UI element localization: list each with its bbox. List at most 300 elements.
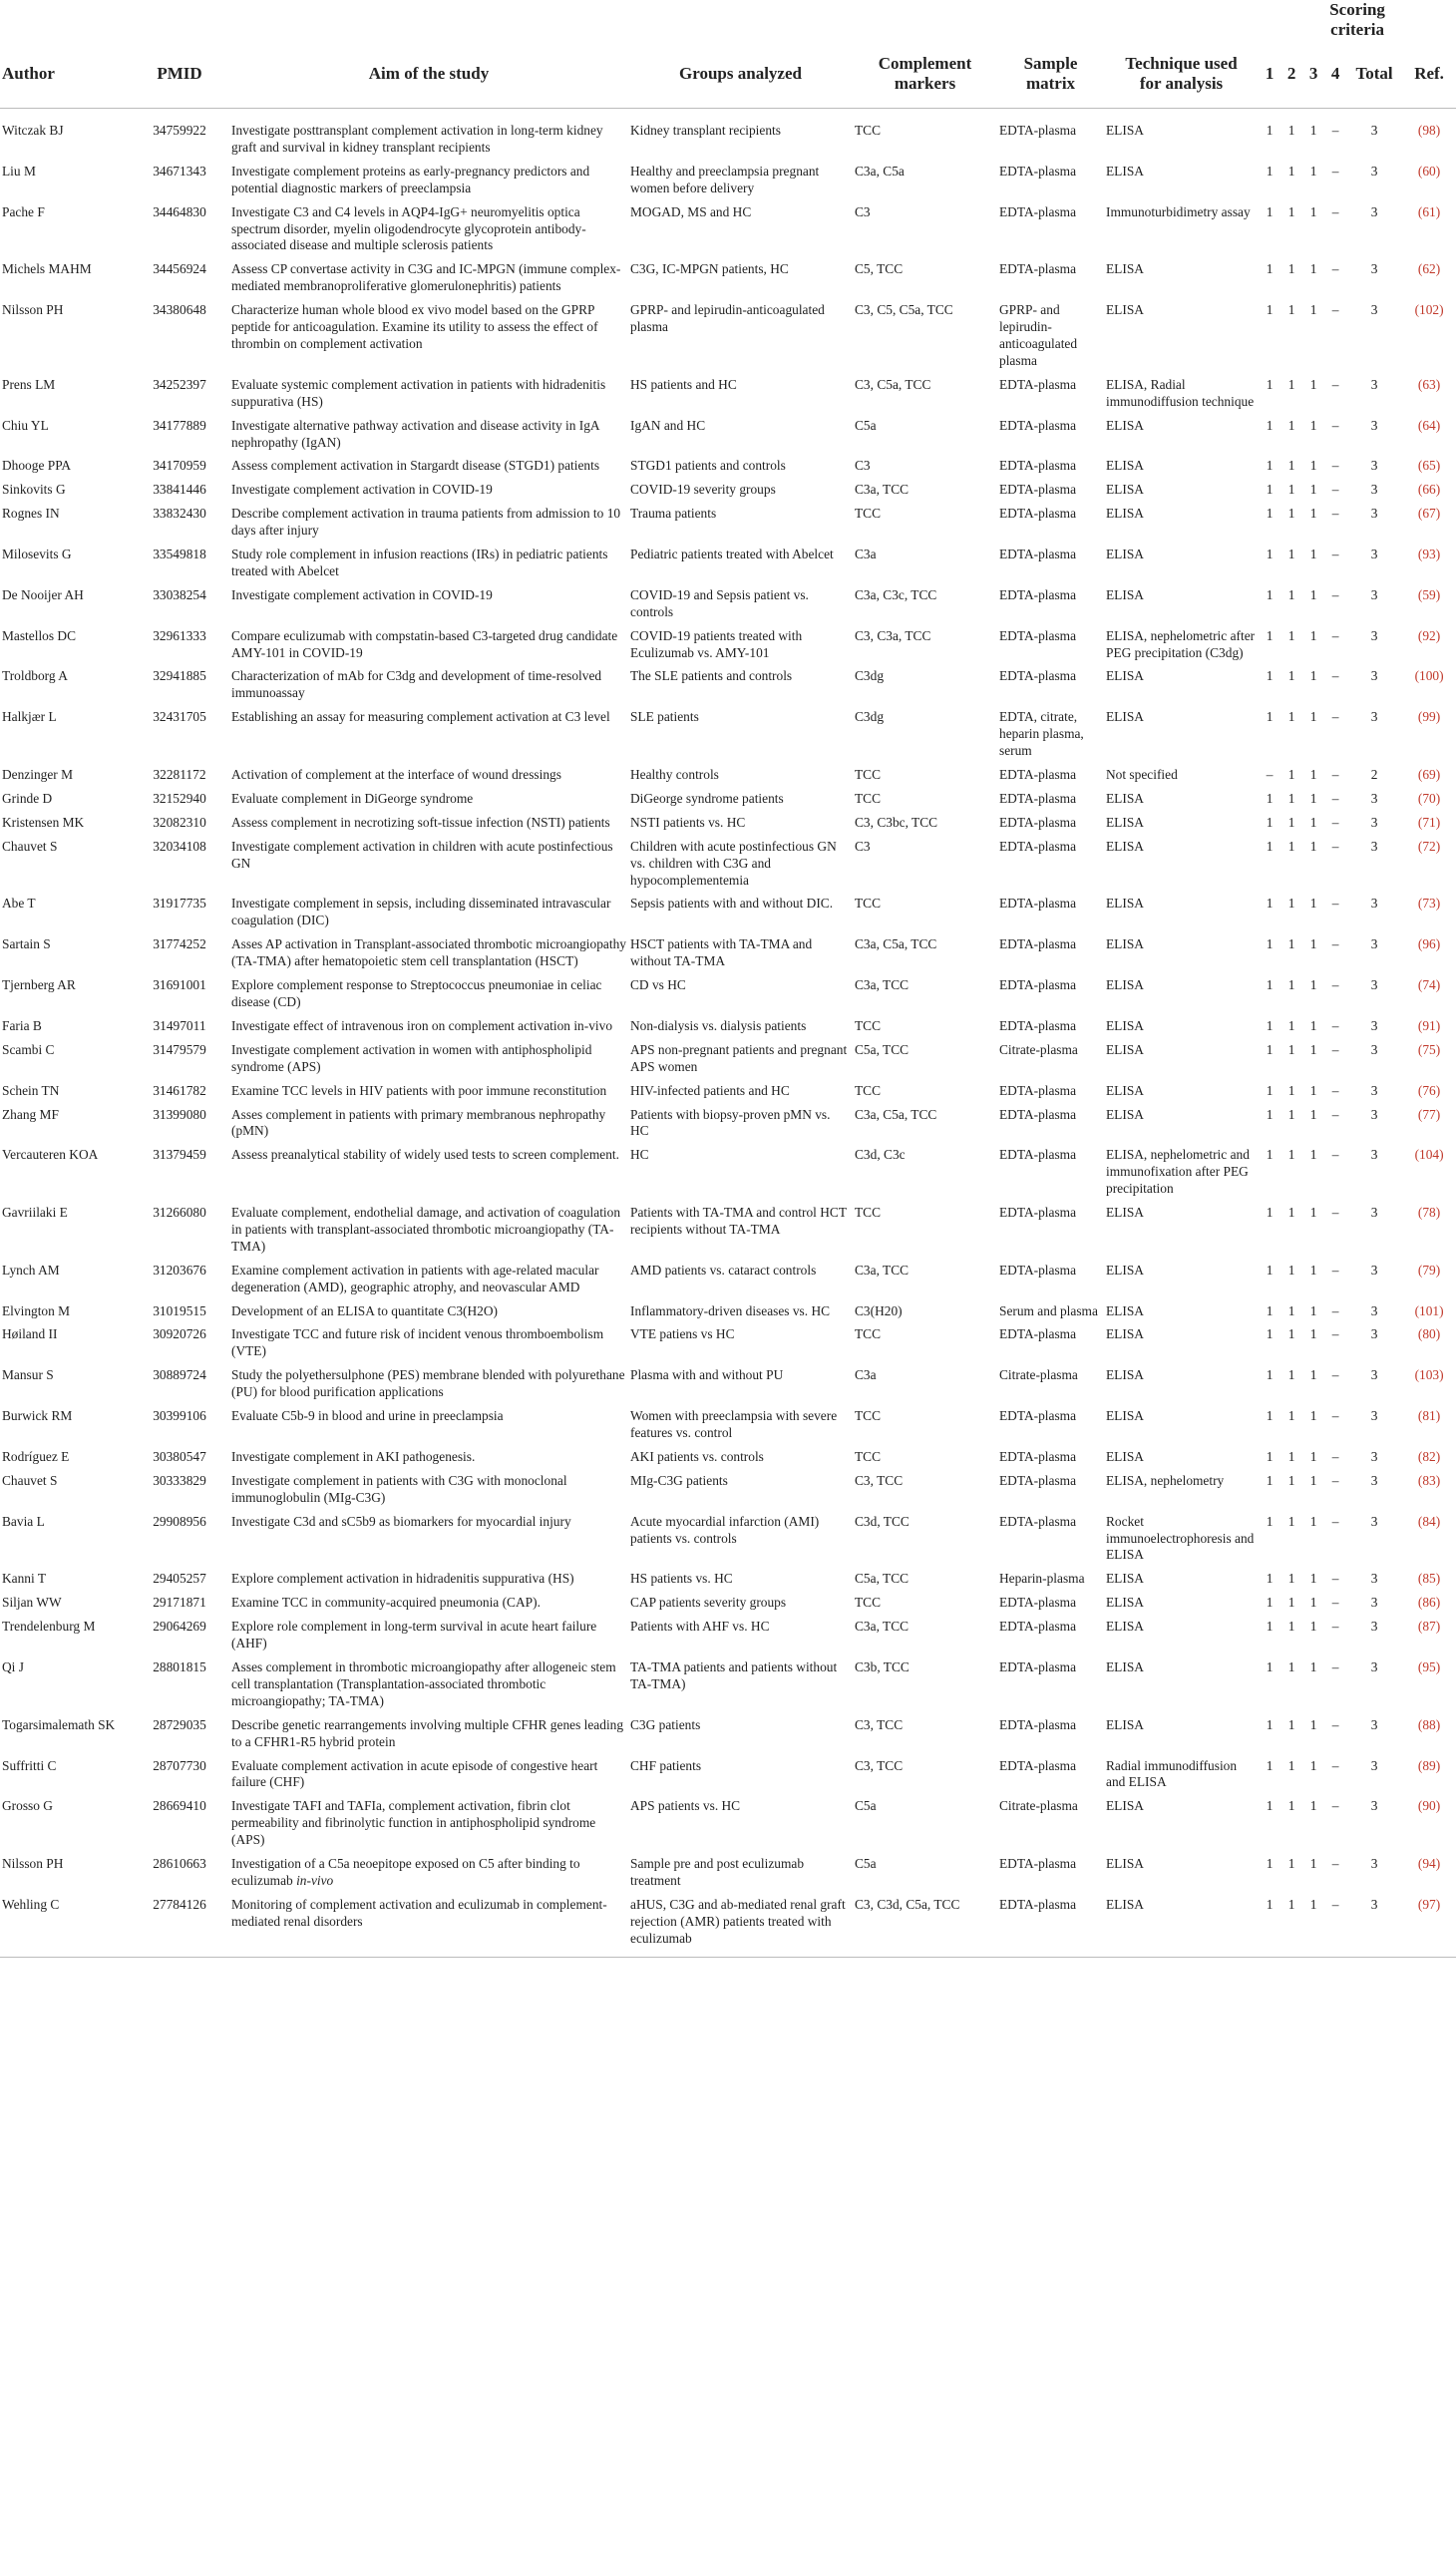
table-cell-total: 3 [1370,1408,1378,1424]
table-cell-aim: Assess complement in necrotizing soft-tissue infection (NSTI) patients [231,814,610,830]
table-cell-score-3: 1 [1309,1326,1317,1342]
table-cell-aim: Investigate complement in AKI pathogenesis. [231,1448,476,1464]
table-cell-markers: C5a, TCC [855,1571,910,1587]
table-cell-pmid: 28801815 [153,1658,206,1674]
table-cell-author: Qi J [2,1658,24,1674]
table-cell-technique: Rocket immunoelectrophoresis and ELISA [1106,1513,1255,1563]
table-row [0,502,1456,543]
table-cell-ref-link[interactable]: (85) [1417,1571,1441,1587]
table-cell-author: Michels MAHM [2,261,92,277]
table-cell-score-3: 1 [1309,302,1317,318]
table-cell-pmid: 34759922 [153,123,206,138]
table-cell-markers: C3a, C3c, TCC [855,586,937,602]
table-cell-total: 3 [1370,627,1378,643]
table-cell-groups: Healthy controls [630,767,719,782]
table-cell-score-3: 1 [1309,814,1317,830]
table-cell-ref-link[interactable]: (94) [1417,1856,1441,1872]
table-cell-markers: TCC [855,1448,882,1464]
table-cell-markers: C3a [855,547,877,562]
table-cell-author: Milosevits G [2,547,72,562]
table-cell-matrix: EDTA-plasma [999,376,1077,392]
table-cell-markers: TCC [855,506,882,522]
table-cell-technique: ELISA [1106,936,1144,952]
table-cell-score-3: 1 [1309,506,1317,522]
table-cell-author: Troldborg A [2,668,68,684]
table-cell-score-1: 1 [1266,1472,1274,1488]
table-cell-matrix: EDTA-plasma [999,838,1077,854]
table-cell-technique: ELISA [1106,1408,1144,1424]
table-cell-ref-link[interactable]: (59) [1417,586,1441,602]
table-cell-score-1: 1 [1266,417,1274,433]
table-cell-score-3: 1 [1309,1472,1317,1488]
header-matrix-line2: matrix [1025,74,1076,93]
table-cell-total: 3 [1370,1716,1378,1732]
table-cell-aim: Investigate complement activation in women with antiphospholipid syndrome (APS) [231,1041,592,1074]
table-header [0,0,1456,109]
table-cell-score-3: 1 [1309,1571,1317,1587]
table-cell-ref-link[interactable]: (86) [1417,1595,1441,1611]
table-cell-ref-link[interactable]: (103) [1414,1367,1444,1383]
table-cell-ref-link[interactable]: (62) [1417,261,1441,277]
table-cell-score-1: 1 [1266,936,1274,952]
table-cell-score-3: 1 [1309,417,1317,433]
header-tech-line2: for analysis [1139,74,1224,93]
table-cell-total: 3 [1370,1856,1378,1872]
header-groups: Groups analyzed [679,64,802,83]
table-cell-technique: Not specified [1106,767,1178,782]
table-cell-technique: ELISA [1106,1017,1144,1033]
table-cell-score-2: 1 [1287,1798,1295,1814]
table-cell-score-1: 1 [1266,1595,1274,1611]
table-cell-technique: ELISA [1106,1041,1144,1057]
table-cell-score-1: 1 [1266,1798,1274,1814]
table-cell-technique: ELISA [1106,1896,1144,1912]
table-cell-ref-link[interactable]: (61) [1417,203,1441,219]
table-cell-total: 3 [1370,1205,1378,1221]
table-cell-aim: Asses AP activation in Transplant-associated thrombotic microangiopathy (TA-TMA) after hematopoietic stem cell transplantation (HSCT) [231,936,626,969]
table-cell-ref-link[interactable]: (104) [1414,1147,1444,1163]
table-cell-score-2: 1 [1287,458,1295,474]
table-cell-technique: ELISA [1106,506,1144,522]
table-cell-groups: CAP patients severity groups [630,1595,787,1611]
table-cell-score-3: 1 [1309,586,1317,602]
table-cell-pmid: 28669410 [153,1798,206,1814]
table-cell-total: 3 [1370,709,1378,725]
table-cell-score-4: – [1331,767,1339,782]
table-cell-pmid: 28729035 [153,1716,206,1732]
table-cell-technique: ELISA [1106,1302,1144,1318]
table-cell-score-2: 1 [1287,482,1295,498]
table-cell-technique: ELISA [1106,814,1144,830]
table-cell-score-1: 1 [1266,977,1274,993]
table-cell-ref-link[interactable]: (84) [1417,1513,1441,1529]
table-cell-groups: C3G patients [630,1716,701,1732]
table-cell-groups: Inflammatory-driven diseases vs. HC [630,1302,831,1318]
table-cell-score-1: 1 [1266,1367,1274,1383]
table-cell-ref-link[interactable]: (92) [1417,627,1441,643]
table-cell-score-4: – [1331,936,1339,952]
table-cell-matrix: EDTA-plasma [999,1408,1077,1424]
table-cell-total: 3 [1370,1367,1378,1383]
table-cell-score-4: – [1331,163,1339,179]
table-cell-score-1: 1 [1266,1205,1274,1221]
table-cell-score-2: 1 [1287,376,1295,392]
table-cell-score-3: 1 [1309,163,1317,179]
table-cell-ref-link[interactable]: (90) [1417,1798,1441,1814]
table-cell-pmid: 31497011 [153,1017,206,1033]
table-cell-pmid: 29171871 [153,1595,206,1611]
table-cell-score-1: 1 [1266,1326,1274,1342]
table-cell-total: 3 [1370,1147,1378,1163]
table-cell-total: 3 [1370,936,1378,952]
table-cell-total: 3 [1370,1798,1378,1814]
table-cell-score-4: – [1331,1326,1339,1342]
table-cell-score-3: 1 [1309,547,1317,562]
table-cell-ref-link[interactable]: (88) [1417,1716,1441,1732]
table-cell-ref-link[interactable]: (102) [1414,302,1444,318]
table-cell-total: 3 [1370,302,1378,318]
table-cell-author: Wehling C [2,1896,60,1912]
table-cell-score-1: 1 [1266,838,1274,854]
table-row [0,1143,1456,1201]
table-cell-technique: ELISA [1106,1716,1144,1732]
table-row [0,454,1456,478]
table-cell-ref-link[interactable]: (100) [1414,668,1444,684]
table-cell-pmid: 34252397 [153,376,206,392]
table-cell-ref-link[interactable]: (98) [1417,123,1441,138]
table-cell-score-1: 1 [1266,1448,1274,1464]
table-cell-matrix: EDTA-plasma [999,668,1077,684]
table-cell-matrix: Serum and plasma [999,1302,1098,1318]
table-cell-score-1: 1 [1266,709,1274,725]
table-cell-markers: C3 [855,458,871,474]
header-matrix-line1: Sample [1023,54,1078,73]
table-cell-ref-link[interactable]: (91) [1417,1017,1441,1033]
table-cell-matrix: EDTA-plasma [999,261,1077,277]
table-cell-score-1: 1 [1266,203,1274,219]
table-cell-markers: C3, TCC [855,1757,904,1773]
table-cell-aim: Evaluate C5b-9 in blood and urine in preeclampsia [231,1408,504,1424]
table-cell-markers: C3d, C3c [855,1147,906,1163]
table-row [0,1713,1456,1754]
table-cell-aim: Study role complement in infusion reactions (IRs) in pediatric patients treated with Abelcet [231,547,608,578]
header-total: Total [1355,64,1393,83]
table-cell-groups: AKI patients vs. controls [630,1448,764,1464]
table-cell-groups: DiGeorge syndrome patients [630,790,784,806]
table-cell-score-2: 1 [1287,163,1295,179]
table-row [0,1079,1456,1103]
table-cell-technique: ELISA [1106,163,1144,179]
table-cell-score-4: – [1331,1017,1339,1033]
header-scoring-criteria [1259,0,1456,40]
table-cell-ref-link[interactable]: (99) [1417,709,1441,725]
table-cell-score-4: – [1331,668,1339,684]
table-cell-matrix: EDTA-plasma [999,767,1077,782]
table-row [0,298,1456,373]
table-cell-score-3: 1 [1309,627,1317,643]
table-cell-markers: C3dg [855,668,885,684]
italic-term: in-vivo [296,1872,334,1888]
table-cell-matrix: EDTA-plasma [999,936,1077,952]
table-cell-groups: HS patients and HC [630,376,737,392]
table-cell-ref-link[interactable]: (81) [1417,1408,1441,1424]
header-spacer [0,0,1259,40]
table-cell-author: Grinde D [2,790,53,806]
header-score-3: 3 [1308,64,1318,83]
table-cell-total: 3 [1370,547,1378,562]
table-cell-author: Abe T [2,896,36,912]
table-cell-groups: COVID-19 and Sepsis patient vs. controls [630,586,809,619]
table-cell-score-1: 1 [1266,1262,1274,1278]
table-cell-technique: ELISA [1106,896,1144,912]
table-cell-score-3: 1 [1309,1658,1317,1674]
table-cell-author: Tjernberg AR [2,977,76,993]
table-cell-groups: APS patients vs. HC [630,1798,741,1814]
table-cell-ref-link[interactable]: (80) [1417,1326,1441,1342]
table-cell-technique: ELISA [1106,417,1144,433]
table-row [0,1299,1456,1323]
table-cell-aim: Evaluate complement, endothelial damage, and activation of coagulation in patients with transplant-associated thrombotic microangiopathy (TA-TMA) [231,1205,621,1254]
table-cell-author: Zhang MF [2,1106,59,1122]
table-cell-pmid: 32034108 [153,838,206,854]
table-cell-ref-link[interactable]: (72) [1417,838,1441,854]
table-row [0,257,1456,298]
table-cell-score-4: – [1331,1106,1339,1122]
table-cell-score-2: 1 [1287,417,1295,433]
table-cell-score-3: 1 [1309,1041,1317,1057]
table-cell-groups: aHUS, C3G and ab-mediated renal graft rejection (AMR) patients treated with eculizumab [630,1896,846,1946]
table-cell-total: 3 [1370,163,1378,179]
table-cell-score-3: 1 [1309,936,1317,952]
table-row [0,478,1456,502]
table-cell-pmid: 32152940 [153,790,206,806]
table-cell-total: 3 [1370,896,1378,912]
table-cell-score-2: 1 [1287,1658,1295,1674]
table-cell-technique: ELISA [1106,458,1144,474]
table-cell-pmid: 31203676 [153,1262,206,1278]
table-cell-markers: C3, C5, C5a, TCC [855,302,953,318]
table-cell-pmid: 28707730 [153,1757,206,1773]
table-cell-aim: Assess CP convertase activity in C3G and IC-MPGN (immune complex-mediated membranoproliferative glomerulonephritis) patients [231,261,621,294]
table-cell-ref-link[interactable]: (93) [1417,547,1441,562]
table-cell-score-4: – [1331,709,1339,725]
table-cell-total: 3 [1370,586,1378,602]
table-row [0,932,1456,973]
table-cell-score-3: 1 [1309,1262,1317,1278]
table-cell-ref-link[interactable]: (65) [1417,458,1441,474]
table-cell-technique: ELISA [1106,547,1144,562]
table-cell-author: Sartain S [2,936,51,952]
table-cell-groups: The SLE patients and controls [630,668,793,684]
table-cell-score-3: 1 [1309,1856,1317,1872]
table-cell-author: Lynch AM [2,1262,60,1278]
table-cell-ref-link[interactable]: (95) [1417,1658,1441,1674]
table-cell-technique: Immunoturbidimetry assay [1106,203,1251,219]
table-row [0,543,1456,583]
table-cell-total: 3 [1370,1262,1378,1278]
table-cell-author: Liu M [2,163,36,179]
table-cell-groups: CD vs HC [630,977,686,993]
table-cell-ref-link[interactable]: (76) [1417,1082,1441,1098]
table-cell-aim: Investigate complement in sepsis, including disseminated intravascular coagulation (DIC) [231,896,611,928]
table-cell-ref-link[interactable]: (66) [1417,482,1441,498]
table-cell-score-1: 1 [1266,814,1274,830]
table-cell-ref-link[interactable]: (96) [1417,936,1441,952]
table-cell-groups: Pediatric patients treated with Abelcet [630,547,834,562]
table-cell-matrix: EDTA-plasma [999,627,1077,643]
table-cell-groups: NSTI patients vs. HC [630,814,746,830]
table-cell-score-1: 1 [1266,1571,1274,1587]
table-cell-score-3: 1 [1309,261,1317,277]
table-cell-score-2: 1 [1287,1262,1295,1278]
table-cell-ref-link[interactable]: (60) [1417,163,1441,179]
table-row [0,1591,1456,1615]
table-cell-ref-link[interactable]: (78) [1417,1205,1441,1221]
table-cell-matrix: EDTA-plasma [999,1658,1077,1674]
table-cell-author: Schein TN [2,1082,60,1098]
table-cell-score-2: 1 [1287,123,1295,138]
table-cell-author: Prens LM [2,376,56,392]
table-cell-ref-link[interactable]: (73) [1417,896,1441,912]
header-aim: Aim of the study [368,64,490,83]
table-cell-aim: Investigate alternative pathway activation and disease activity in IgA nephropathy (IgAN) [231,417,599,450]
table-cell-author: Kanni T [2,1571,47,1587]
table-cell-matrix: EDTA-plasma [999,203,1077,219]
table-cell-aim: Explore complement activation in hidradenitis suppurativa (HS) [231,1571,574,1587]
table-cell-ref-link[interactable]: (97) [1417,1896,1441,1912]
table-row [0,200,1456,258]
table-cell-markers: C3d, TCC [855,1513,910,1529]
table-cell-total: 3 [1370,838,1378,854]
table-cell-score-2: 1 [1287,1205,1295,1221]
table-cell-aim: Investigate C3 and C4 levels in AQP4-IgG+ neuromyelitis optica spectrum disorder, myelin oligodendrocyte glycoprotein antibody-associated disease and multiple sclerosis patients [231,203,586,253]
table-cell-ref-link[interactable]: (69) [1417,767,1441,782]
table-cell-matrix: EDTA-plasma [999,163,1077,179]
table-cell-total: 3 [1370,1017,1378,1033]
table-cell-ref-link[interactable]: (101) [1414,1302,1444,1318]
table-cell-aim: Asses complement in thrombotic microangiopathy after allogeneic stem cell transplantation (Transplantation-associated thrombotic microangiopathy; TA-TMA) [231,1658,616,1708]
table-cell-author: Halkjær L [2,709,57,725]
table-cell-ref-link[interactable]: (67) [1417,506,1441,522]
table-cell-ref-link[interactable]: (75) [1417,1041,1441,1057]
table-cell-aim: Establishing an assay for measuring complement activation at C3 level [231,709,610,725]
table-cell-score-3: 1 [1309,668,1317,684]
table-cell-matrix: EDTA-plasma [999,1856,1077,1872]
table-cell-technique: ELISA [1106,1798,1144,1814]
table-cell-groups: IgAN and HC [630,417,706,433]
table-cell-ref-link[interactable]: (82) [1417,1448,1441,1464]
table-cell-pmid: 31379459 [153,1147,206,1163]
table-cell-matrix: EDTA-plasma [999,1716,1077,1732]
table-cell-aim: Investigate complement proteins as early-pregnancy predictors and potential diagnostic markers of preeclampsia [231,163,590,195]
table-cell-pmid: 33549818 [153,547,206,562]
table-row [0,811,1456,835]
header-matrix [997,40,1104,109]
table-cell-total: 3 [1370,123,1378,138]
table-cell-author: Mansur S [2,1367,54,1383]
table-cell-pmid: 29405257 [153,1571,206,1587]
table-cell-author: Siljan WW [2,1595,62,1611]
table-cell-pmid: 32281172 [153,767,206,782]
table-cell-score-4: – [1331,1205,1339,1221]
table-cell-pmid: 33832430 [153,506,206,522]
table-cell-score-1: 1 [1266,627,1274,643]
table-cell-groups: Women with preeclampsia with severe features vs. control [630,1408,838,1440]
table-cell-ref-link[interactable]: (79) [1417,1262,1441,1278]
table-cell-score-1: 1 [1266,1017,1274,1033]
table-cell-aim: Investigate effect of intravenous iron on complement activation in-vivo [231,1017,613,1033]
table-cell-score-1: 1 [1266,1302,1274,1318]
table-cell-pmid: 30333829 [153,1472,206,1488]
table-cell-markers: C3, C5a, TCC [855,376,931,392]
table-cell-score-2: 1 [1287,1448,1295,1464]
table-cell-score-3: 1 [1309,1367,1317,1383]
table-row [0,1363,1456,1404]
table-cell-score-4: – [1331,838,1339,854]
table-cell-aim: Evaluate complement in DiGeorge syndrome [231,790,474,806]
table-cell-matrix: EDTA-plasma [999,1513,1077,1529]
table-cell-ref-link[interactable]: (71) [1417,814,1441,830]
table-cell-ref-link[interactable]: (77) [1417,1106,1441,1122]
table-cell-total: 3 [1370,1302,1378,1318]
table-cell-score-4: – [1331,1448,1339,1464]
table-cell-total: 3 [1370,203,1378,219]
table-cell-score-4: – [1331,1147,1339,1163]
table-cell-ref-link[interactable]: (83) [1417,1472,1441,1488]
table-cell-ref-link[interactable]: (70) [1417,790,1441,806]
table-cell-aim: Compare eculizumab with compstatin-based C3-targeted drug candidate AMY-101 in COVID-19 [231,627,618,660]
table-cell-score-4: – [1331,814,1339,830]
table-row [0,892,1456,932]
table-cell-score-1: – [1266,767,1274,782]
table-cell-markers: C3a, TCC [855,482,910,498]
table-cell-groups: MIg-C3G patients [630,1472,728,1488]
table-cell-score-4: – [1331,1856,1339,1872]
table-cell-markers: C3, TCC [855,1472,904,1488]
table-cell-aim: Investigate complement in patients with C3G with monoclonal immunoglobulin (MIg-C3G) [231,1472,567,1505]
table-cell-ref-link[interactable]: (74) [1417,977,1441,993]
table-cell-score-3: 1 [1309,709,1317,725]
table-cell-score-4: – [1331,1716,1339,1732]
table-cell-technique: ELISA [1106,1326,1144,1342]
table-cell-markers: C3a, TCC [855,1619,910,1635]
table-cell-ref-link[interactable]: (63) [1417,376,1441,392]
table-cell-ref-link[interactable]: (89) [1417,1757,1441,1773]
table-cell-score-2: 1 [1287,896,1295,912]
table-cell-score-2: 1 [1287,790,1295,806]
table-row [0,1201,1456,1259]
table-cell-ref-link[interactable]: (87) [1417,1619,1441,1635]
table-cell-score-1: 1 [1266,1619,1274,1635]
table-cell-total: 3 [1370,482,1378,498]
table-cell-aim: Investigate posttransplant complement activation in long-term kidney graft and survival in kidney transplant recipients [231,123,603,155]
table-cell-technique: ELISA [1106,1367,1144,1383]
table-cell-groups: COVID-19 severity groups [630,482,776,498]
table-cell-groups: COVID-19 patients treated with Eculizumab vs. AMY-101 [630,627,803,660]
table-cell-total: 3 [1370,1658,1378,1674]
table-body [0,109,1456,1951]
table-cell-groups: SLE patients [630,709,699,725]
table-cell-markers: TCC [855,1017,882,1033]
table-cell-matrix: EDTA-plasma [999,482,1077,498]
table-cell-technique: ELISA [1106,1448,1144,1464]
table-cell-total: 3 [1370,668,1378,684]
table-cell-aim: Assess complement activation in Stargardt disease (STGD1) patients [231,458,600,474]
table-cell-groups: APS non-pregnant patients and pregnant APS women [630,1041,848,1074]
table-cell-groups: Sepsis patients with and without DIC. [630,896,834,912]
table-cell-score-4: – [1331,1041,1339,1057]
table-cell-ref-link[interactable]: (64) [1417,417,1441,433]
